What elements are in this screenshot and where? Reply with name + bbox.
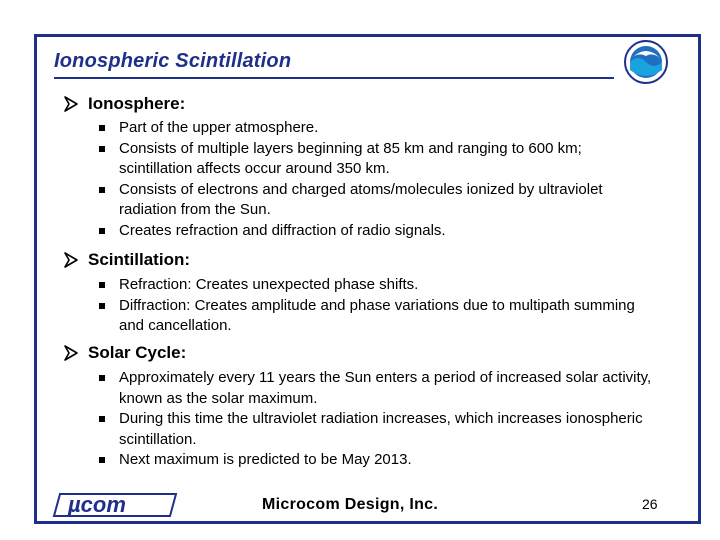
company-name: Microcom Design, Inc.	[262, 496, 439, 513]
square-bullet-icon	[99, 146, 105, 152]
arrow-bullet-icon	[62, 95, 80, 113]
list-item: During this time the ultraviolet radiation increases, which increases ionospheric scintillation.	[62, 409, 659, 450]
noaa-logo-icon	[624, 40, 668, 84]
list-item: Part of the upper atmosphere.	[62, 118, 659, 139]
square-bullet-icon	[99, 303, 105, 309]
title-divider	[54, 77, 614, 79]
svg-text:µcom: µcom	[68, 492, 126, 517]
list-item: Diffraction: Creates amplitude and phase variations due to multipath summing and cancellation.	[62, 296, 659, 337]
page-number: 26	[642, 496, 658, 512]
square-bullet-icon	[99, 375, 105, 381]
list-item: Approximately every 11 years the Sun enters a period of increased solar activity, known as the solar maximum.	[62, 368, 659, 409]
arrow-bullet-icon	[62, 251, 80, 269]
list-item: Consists of multiple layers beginning at 85 km and ranging to 600 km; scintillation affects occur around 350 km.	[62, 139, 659, 180]
square-bullet-icon	[99, 416, 105, 422]
square-bullet-icon	[99, 282, 105, 288]
section-heading: Scintillation:	[88, 250, 190, 269]
section-solar-cycle	[62, 343, 659, 471]
list-item: Creates refraction and diffraction of radio signals.	[62, 221, 659, 242]
section-scintillation	[62, 250, 659, 337]
list-item: Refraction: Creates unexpected phase shifts.	[62, 275, 659, 296]
square-bullet-icon	[99, 125, 105, 131]
slide-title: Ionospheric Scintillation	[54, 50, 292, 72]
section-heading: Solar Cycle:	[88, 343, 187, 362]
square-bullet-icon	[99, 228, 105, 234]
list-item: Consists of electrons and charged atoms/molecules ionized by ultraviolet radiation from the Sun.	[62, 180, 659, 221]
list-item: Next maximum is predicted to be May 2013.	[62, 450, 659, 471]
square-bullet-icon	[99, 187, 105, 193]
section-heading: Ionosphere:	[88, 94, 186, 113]
square-bullet-icon	[99, 457, 105, 463]
arrow-bullet-icon	[62, 344, 80, 362]
section-ionosphere	[62, 94, 659, 241]
ucom-logo-icon	[52, 490, 178, 518]
